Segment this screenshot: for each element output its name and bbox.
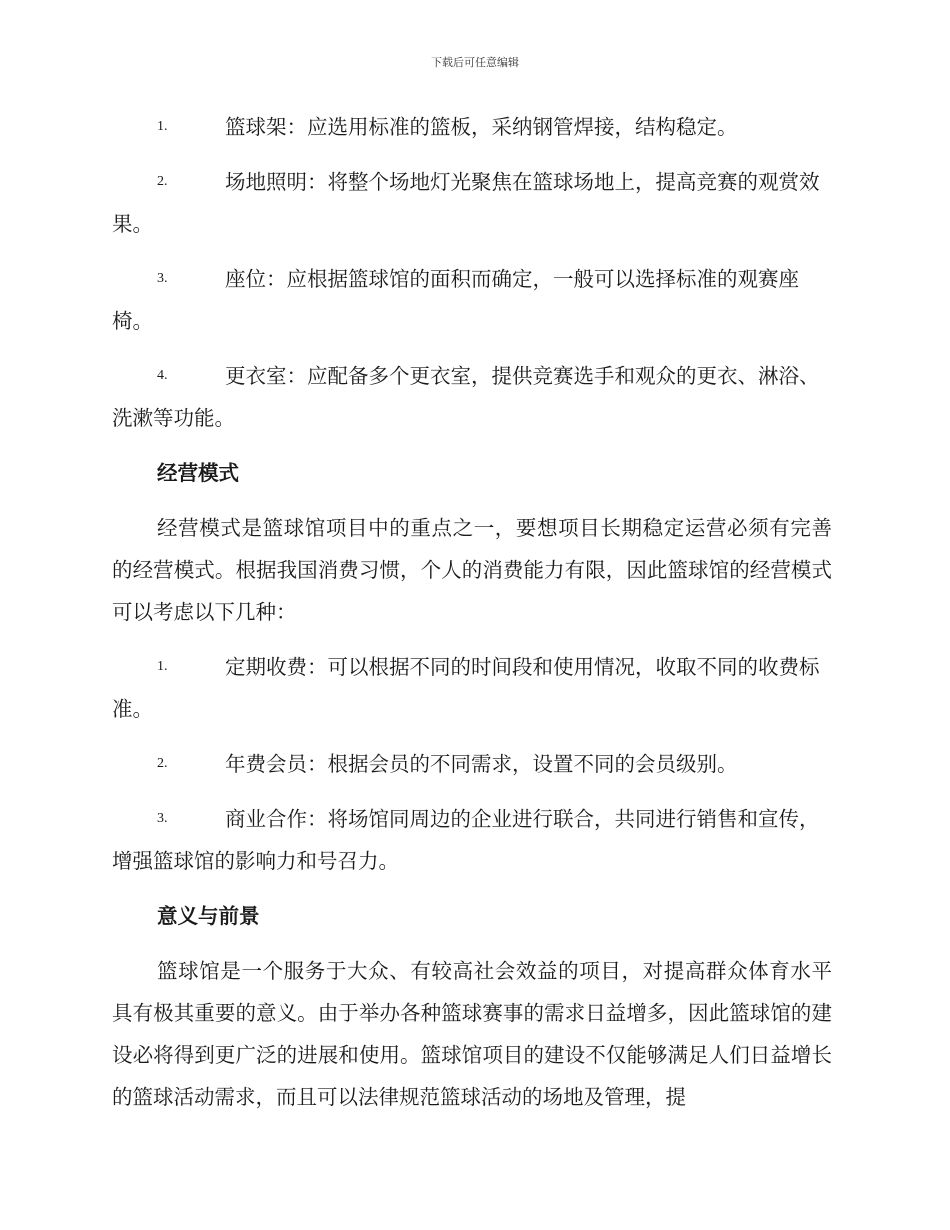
list-text: 座位：应根据篮球馆的面积而确定，一般可以选择标准的观赛座椅。 — [112, 267, 799, 333]
list-text: 场地照明：将整个场地灯光聚焦在篮球场地上，提高竞赛的观赏效果。 — [112, 170, 820, 236]
list-item — [112, 646, 832, 730]
paragraph: 篮球馆是一个服务于大众、有较高社会效益的项目，对提高群众体育水平具有极其重要的意义。由于举办各种篮球赛事的需求日益增多，因此篮球馆的建设必将得到更广泛的进展和使用。篮球馆项目的建设不仅能够满足人们日益增长的篮球活动需求，而且可以法律规范篮球活动的场地及管理，提 — [112, 959, 832, 1109]
list-text: 更衣室：应配备多个更衣室，提供竞赛选手和观众的更衣、淋浴、洗漱等功能。 — [112, 364, 820, 430]
list-number: 1. — [157, 119, 168, 134]
list-item — [112, 355, 832, 439]
list-item — [112, 161, 832, 245]
paragraph: 经营模式是篮球馆项目中的重点之一，要想项目长期稳定运营必须有完善的经营模式。根据我国消费习惯，个人的消费能力有限，因此篮球馆的经营模式可以考虑以下几种： — [112, 516, 832, 624]
list-text: 定期收费：可以根据不同的时间段和使用情况，收取不同的收费标准。 — [112, 655, 820, 721]
list-number: 3. — [157, 271, 168, 286]
section-heading: 经营模式 — [157, 461, 239, 485]
list-number: 4. — [157, 368, 168, 383]
list-number: 1. — [157, 659, 168, 674]
list-item — [112, 258, 832, 342]
section-heading: 意义与前景 — [157, 904, 260, 928]
list-text: 年费会员：根据会员的不同需求，设置不同的会员级别。 — [225, 752, 738, 776]
list-text: 篮球架：应选用标准的篮板，采纳钢管焊接，结构稳定。 — [225, 115, 738, 139]
list-number: 3. — [157, 811, 168, 826]
list-item — [112, 743, 832, 785]
list-text: 商业合作：将场馆同周边的企业进行联合，共同进行销售和宣传，增强篮球馆的影响力和号召力。 — [112, 807, 820, 873]
list-item — [112, 106, 832, 148]
list-number: 2. — [157, 756, 168, 771]
list-number: 2. — [157, 174, 168, 189]
page-header: 下载后可任意编辑 — [431, 56, 519, 69]
list-item — [112, 798, 832, 882]
